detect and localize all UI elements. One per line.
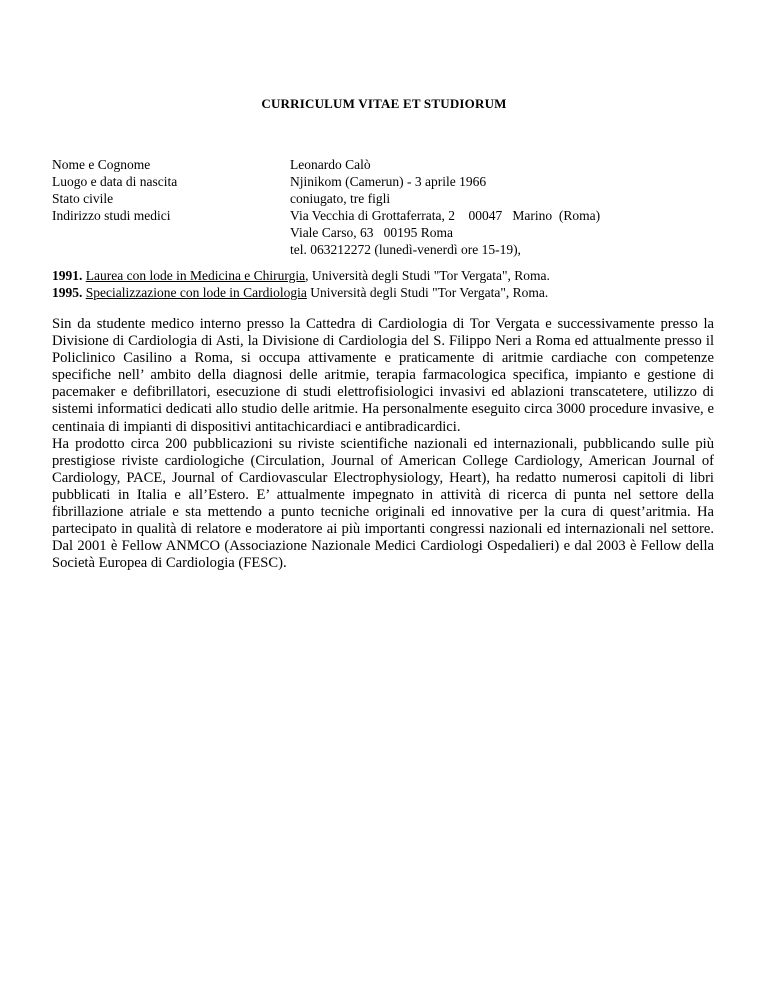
degree-year: 1995. [52,285,83,300]
document-title: CURRICULUM VITAE ET STUDIORUM [261,96,507,111]
info-label [52,224,290,241]
degree-institution: Università degli Studi "Tor Vergata", Roma. [306,285,549,300]
info-row-civil-status [52,190,692,207]
info-value: Via Vecchia di Grottaferrata, 2 00047 Marino (Roma) [290,208,601,223]
info-label: Stato civile [52,191,114,206]
info-row-birth [52,173,692,190]
info-row-address [52,207,692,224]
info-value: Njinikom (Camerun) - 3 aprile 1966 [290,174,487,189]
info-label: Luogo e data di nascita [52,174,178,189]
info-label: Nome e Cognome [52,157,151,172]
degree-item [52,267,712,284]
info-label [52,241,290,258]
degree-year: 1991. [52,268,83,283]
info-row-address-2 [52,224,692,241]
degree-title: Specializzazione con lode in Cardiologia [85,285,307,300]
biography-paragraph: Ha prodotto circa 200 pubblicazioni su riviste scientifiche nazionali ed internazionali, pubblicando sulle più prestigiose riviste cardiologiche (Circulation, Journal of American College Cardiology, American Journal of Cardiology, PACE, Journal of Cardiovascular Electrophysiology, Heart), ha redatto numerosi capitoli di libri pubblicati in Italia e all’Estero. E’ attualmente impegnato in attività di ricerca di punta nel settore della fibrillazione atriale e sta mettendo a punto tecniche originali ed innovative per la cura di quest’aritmia. Ha partecipato in qualità di relatore e moderatore ai più importanti congressi nazionali ed internazionali nel settore. Dal 2001 è Fellow ANMCO (Associazione Nazionale Medici Cardiologi Ospedalieri) e dal 2003 è Fellow della Società Europea di Cardiologia (FESC). [52,435,714,572]
degree-institution: , Università degli Studi "Tor Vergata", Roma. [305,268,550,283]
biography-paragraph: Sin da studente medico interno presso la Cattedra di Cardiologia di Tor Vergata e successivamente presso la Divisione di Cardiologia di Asti, la Divisione di Cardiologia del S. Filippo Neri a Roma ed attualmente presso il Policlinico Casilino a Roma, si occupa attivamente e praticamente di aritmie cardiache con competenze specifiche nell’ ambito della diagnosi delle aritmie, terapia farmacologica specifica, impianto e gestione di pacemaker e defibrillatori, esecuzione di studi elettrofisiologici invasivi ed ablazioni transcatetere, utilizzo di sistemi informatici dedicati allo studio delle aritmie. Ha personalmente eseguito circa 3000 procedure invasive, e centinaia di impianti di dispositivi antitachicardiaci e antibradicardici. [52,316,714,435]
personal-info-table [52,156,692,258]
info-value: tel. 063212272 (lunedì-venerdì ore 15-19), [290,242,521,257]
info-label: Indirizzo studi medici [52,208,171,223]
info-row-name [52,156,692,173]
info-value: Leonardo Calò [290,157,371,172]
info-value: coniugato, tre figli [290,191,391,206]
degrees-list [52,267,712,301]
info-row-phone [52,241,692,258]
degree-item [52,284,712,301]
info-value: Viale Carso, 63 00195 Roma [290,225,454,240]
degree-title: Laurea con lode in Medicina e Chirurgia [85,268,306,283]
biography [52,316,714,572]
